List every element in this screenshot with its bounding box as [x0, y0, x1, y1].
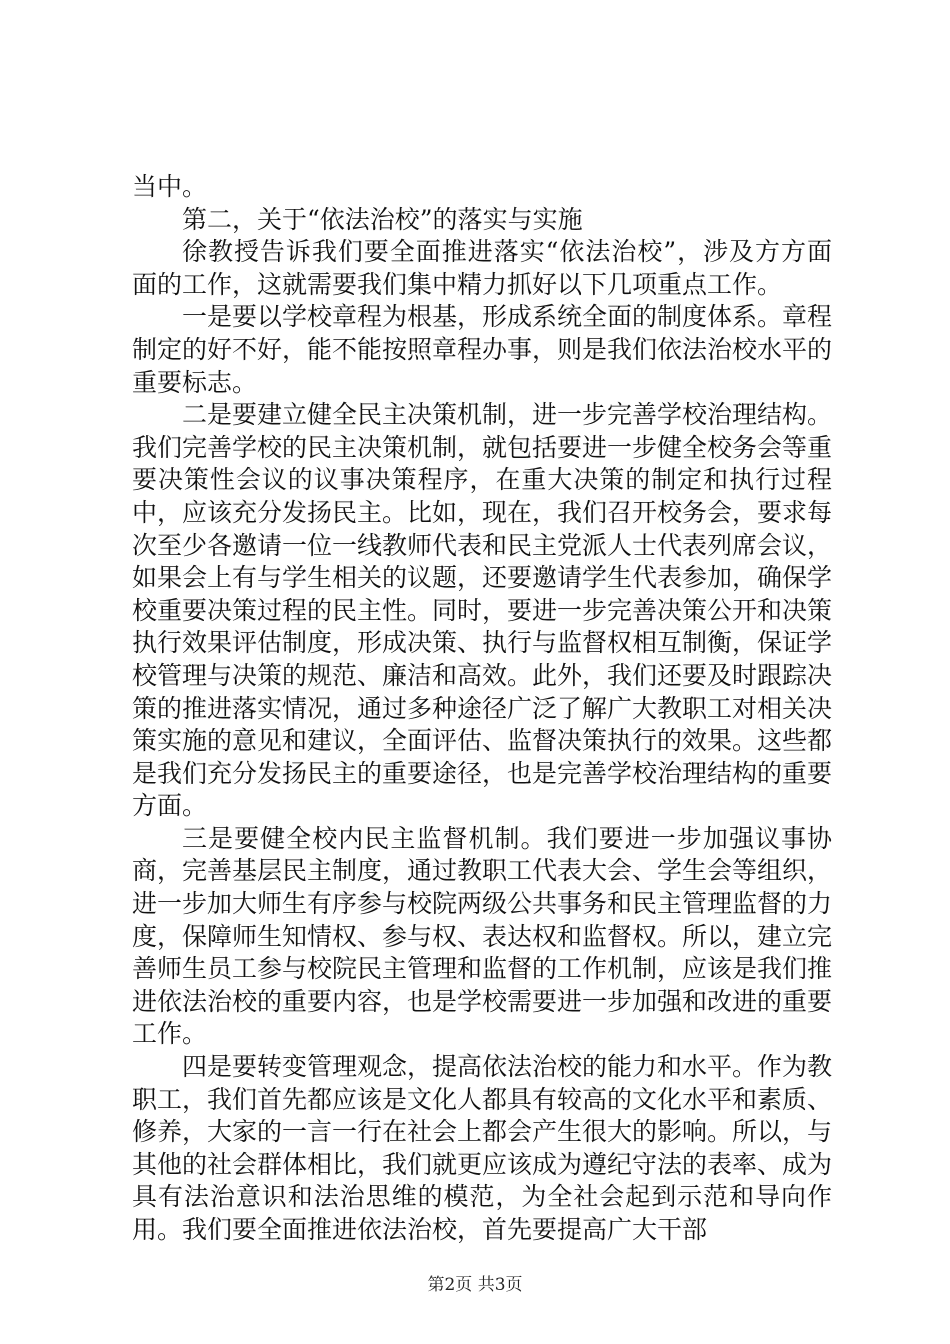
paragraph-5: 二是要建立健全民主决策机制，进一步完善学校治理结构。我们完善学校的民主决策机制，就包括要进一步健全校务会等重要决策性会议的议事决策程序，在重大决策的制定和执行过程中，应该充分发扬民主。比如，现在，我们召开校务会，要求每次至少各邀请一位一线教师代表和民主党派人士代表列席会议，如果会上有与学生相关的议题，还要邀请学生代表参加，确保学校重要决策过程的民主性。同时，要进一步完善决策公开和决策执行效果评估制度，形成决策、执行与监督权相互制衡，保证学校管理与决策的规范、廉洁和高效。此外，我们还要及时跟踪决策的推进落实情况，通过多种途径广泛了解广大教职工对相关决策实施的意见和建议，全面评估、监督决策执行的效果。这些都是我们充分发扬民主的重要途径，也是完善学校治理结构的重要方面。 — [132, 400, 833, 821]
paragraph-2: 第二，关于“依法治校”的落实与实施 — [182, 204, 583, 234]
paragraph-4: 一是要以学校章程为根基，形成系统全面的制度体系。章程制定的好不好，能不能按照章程办事，则是我们依法治校水平的重要标志。 — [132, 302, 833, 397]
paragraph-7: 四是要转变管理观念，提高依法治校的能力和水平。作为教职工，我们首先都应该是文化人都具有较高的文化水平和素质、修养，大家的一言一行在社会上都会产生很大的影响。所以，与其他的社会群体相比，我们就更应该成为遵纪守法的表率、成为具有法治意识和法治思维的模范，为全社会起到示范和导向作用。我们要全面推进依法治校，首先要提高广大干部 — [132, 1052, 833, 1244]
paragraph-6: 三是要健全校内民主监督机制。我们要进一步加强议事协商，完善基层民主制度，通过教职工代表大会、学生会等组织，进一步加大师生有序参与校院两级公共事务和民主管理监督的力度，保障师生知情权、参与权、表达权和监督权。所以，建立完善师生员工参与校院民主管理和监督的工作机制，应该是我们推进依法治校的重要内容，也是学校需要进一步加强和改进的重要工作。 — [132, 823, 833, 1049]
page-footer: 第2页 共3页 — [427, 1275, 523, 1295]
paragraph-3: 徐教授告诉我们要全面推进落实“依法治校”，涉及方方面面的工作，这就需要我们集中精力抓好以下几项重点工作。 — [132, 237, 832, 299]
paragraph-1: 当中。 — [132, 172, 208, 201]
document-body — [132, 171, 832, 1247]
